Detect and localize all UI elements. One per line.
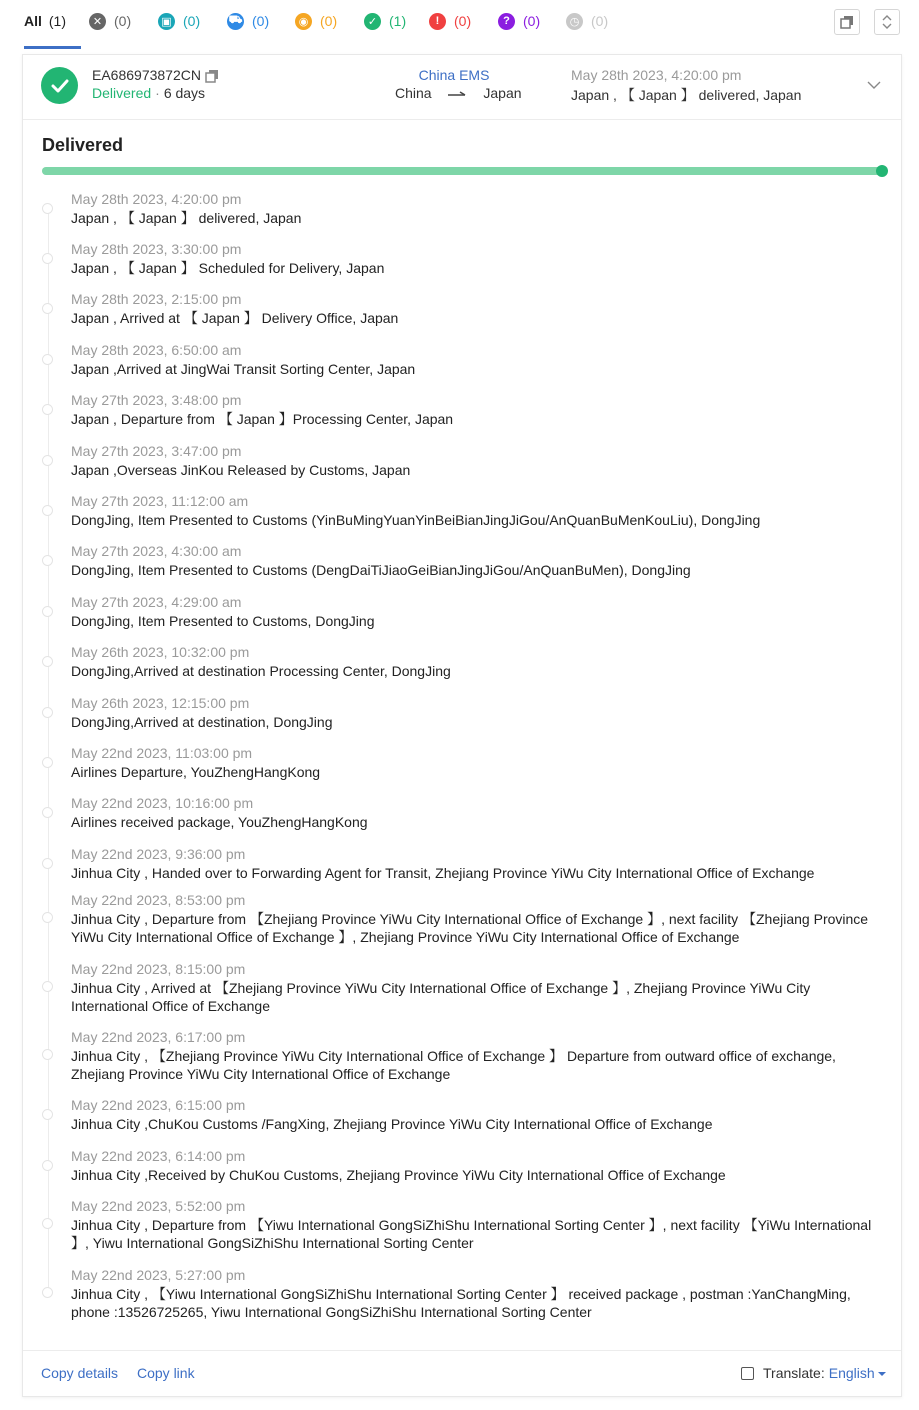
card-footer: [23, 1350, 901, 1397]
last-event-description: Japan , 【 Japan 】 delivered, Japan: [571, 87, 802, 103]
event-time: May 22nd 2023, 9:36:00 pm: [71, 846, 246, 862]
event-time: May 27th 2023, 3:47:00 pm: [71, 443, 242, 459]
event-time: May 27th 2023, 4:30:00 am: [71, 543, 242, 559]
route: [395, 85, 522, 101]
timeline-dot: [42, 807, 53, 818]
event-description: Jinhua City , Departure from 【Yiwu International GongSiZhiShu International Sorting Center 】, next facility 【YiWu International 】, Yiwu International GongSiZhiShu International Sorting Center: [71, 1217, 872, 1251]
event-time: May 22nd 2023, 8:53:00 pm: [71, 892, 246, 908]
timeline-dot: [42, 1109, 53, 1120]
tracking-card: [22, 54, 902, 1397]
event-description: DongJing,Arrived at destination, DongJing: [71, 714, 333, 730]
event-description: Jinhua City , 【Yiwu International GongSiZhiShu International Sorting Center 】 received package , postman :YanChangMing, phone :13526725265, Yiwu International GongSiZhiShu International Sorting Center: [71, 1286, 851, 1320]
event-description: Japan ,Overseas JinKou Released by Customs, Japan: [71, 462, 411, 478]
language-select[interactable]: [829, 1365, 886, 1381]
check-circle-icon: ✓: [364, 13, 381, 30]
event-description: Japan , 【 Japan 】 Scheduled for Delivery, Japan: [71, 260, 385, 276]
alert-icon: !: [429, 13, 446, 30]
translate-label: Translate:: [763, 1365, 825, 1381]
event-time: May 27th 2023, 3:48:00 pm: [71, 392, 242, 408]
transit-days: 6 days: [163, 85, 206, 101]
delivered-status-icon: [41, 67, 78, 104]
event-time: May 26th 2023, 12:15:00 pm: [71, 695, 250, 711]
event-time: May 28th 2023, 4:20:00 pm: [71, 191, 242, 207]
tracking-number: EA686973872CN: [92, 67, 201, 83]
tab-delivered-count: (1): [389, 13, 407, 29]
status-text: Delivered: [92, 85, 152, 101]
clock-icon: ◷: [566, 13, 583, 30]
carrier-link[interactable]: China EMS: [418, 67, 490, 83]
event-description: Jinhua City ,ChuKou Customs /FangXing, Zhejiang Province YiWu City International Office of Exchange: [71, 1116, 713, 1132]
event-description: DongJing,Arrived at destination Processing Center, DongJing: [71, 663, 451, 679]
timeline-dot: [42, 253, 53, 264]
tracking-card-header[interactable]: [23, 55, 901, 120]
status-summary: [92, 85, 205, 101]
tab-exception[interactable]: [89, 10, 131, 32]
copy-link-link[interactable]: Copy link: [137, 1365, 195, 1381]
destination-country: Japan: [483, 85, 522, 101]
box-icon: ▣: [158, 13, 175, 30]
copy-tracking-number-button[interactable]: [205, 69, 219, 88]
timeline-dot: [42, 455, 53, 466]
event-time: May 28th 2023, 3:30:00 pm: [71, 241, 242, 257]
caret-down-icon: [878, 1372, 886, 1376]
event-time: May 27th 2023, 4:29:00 am: [71, 594, 242, 610]
event-time: May 22nd 2023, 6:14:00 pm: [71, 1148, 246, 1164]
event-time: May 22nd 2023, 5:27:00 pm: [71, 1267, 246, 1283]
event-description: Airlines received package, YouZhengHangKong: [71, 814, 368, 830]
question-icon: ?: [498, 13, 515, 30]
tab-alert-count: (0): [454, 13, 472, 29]
timeline-dot: [42, 1049, 53, 1060]
tab-pickup[interactable]: [295, 10, 337, 32]
delivery-progress-fill: [42, 167, 884, 175]
origin-country: China: [395, 85, 432, 101]
event-description: Jinhua City ,Received by ChuKou Customs, Zhejiang Province YiWu City International Office of Exchange: [71, 1167, 726, 1183]
tab-alert[interactable]: [429, 10, 471, 32]
expand-collapse-icon: [881, 14, 893, 30]
copy-all-button[interactable]: [834, 9, 860, 35]
checkmark-icon: [49, 75, 71, 97]
event-description: Jinhua City , Handed over to Forwarding Agent for Transit, Zhejiang Province YiWu City International Office of Exchange: [71, 865, 815, 881]
tab-expired[interactable]: [566, 10, 608, 32]
timeline-dot: [42, 303, 53, 314]
tab-unknown[interactable]: [498, 10, 540, 32]
timeline-dot: [42, 354, 53, 365]
event-time: May 28th 2023, 6:50:00 am: [71, 342, 242, 358]
event-time: May 22nd 2023, 5:52:00 pm: [71, 1198, 246, 1214]
route-arrow-icon: [448, 90, 466, 98]
language-value: English: [828, 1365, 875, 1381]
tab-pickup-count: (0): [320, 13, 338, 29]
progress-end-dot: [876, 165, 888, 177]
timeline-dot: [42, 858, 53, 869]
timeline-dot: [42, 981, 53, 992]
tab-in-transit[interactable]: [227, 10, 269, 32]
tab-unknown-count: (0): [523, 13, 541, 29]
timeline-dot: [42, 707, 53, 718]
timeline-dot: [42, 912, 53, 923]
timeline-dot: [42, 1287, 53, 1298]
timeline-dot: [42, 757, 53, 768]
status-filter-tabs: [0, 0, 919, 50]
copy-icon: [205, 69, 219, 83]
tab-delivered[interactable]: [364, 10, 406, 32]
section-title: Delivered: [42, 135, 124, 155]
tab-all[interactable]: [24, 10, 66, 32]
event-time: May 22nd 2023, 11:03:00 pm: [71, 745, 253, 761]
event-description: Japan , Arrived at 【 Japan 】 Delivery Office, Japan: [71, 310, 399, 326]
event-description: Jinhua City , 【Zhejiang Province YiWu City International Office of Exchange 】 Departure from outward office of exchange, Zhejiang Province YiWu City International Office of Exchange: [71, 1048, 836, 1082]
tab-pending[interactable]: [158, 10, 200, 32]
tab-all-label: All: [24, 13, 42, 29]
timeline-dot: [42, 404, 53, 415]
copy-details-link[interactable]: Copy details: [41, 1365, 119, 1381]
event-description: Airlines Departure, YouZhengHangKong: [71, 764, 321, 780]
expand-collapse-all-button[interactable]: [874, 9, 900, 35]
event-time: May 28th 2023, 2:15:00 pm: [71, 291, 242, 307]
tab-all-count: (1): [48, 13, 67, 29]
timeline-line: [48, 205, 49, 1295]
event-description: Japan ,Arrived at JingWai Transit Sorting Center, Japan: [71, 361, 416, 377]
event-description: Japan , Departure from 【 Japan 】Processing Center, Japan: [71, 411, 454, 427]
timeline-dot: [42, 1160, 53, 1171]
event-time: May 22nd 2023, 6:15:00 pm: [71, 1097, 246, 1113]
active-tab-indicator: [24, 46, 81, 49]
timeline-dot: [42, 656, 53, 667]
event-time: May 22nd 2023, 10:16:00 pm: [71, 795, 254, 811]
event-description: DongJing, Item Presented to Customs, DongJing: [71, 613, 375, 629]
tab-in-transit-count: (0): [252, 13, 270, 29]
truck-icon: ⛟: [227, 13, 244, 30]
collapse-details-button[interactable]: [867, 77, 881, 95]
package-icon: ◉: [295, 13, 312, 30]
timeline-dot: [42, 1218, 53, 1229]
copy-icon: [840, 15, 854, 29]
timeline-dot: [42, 606, 53, 617]
event-time: May 27th 2023, 11:12:00 am: [71, 493, 249, 509]
x-circle-icon: ✕: [89, 13, 106, 30]
timeline-dot: [42, 555, 53, 566]
timeline-dot: [42, 505, 53, 516]
event-description: Japan , 【 Japan 】 delivered, Japan: [71, 210, 302, 226]
translate-control: [741, 1365, 886, 1381]
event-description: Jinhua City , Departure from 【Zhejiang Province YiWu City International Office of Exchange 】, next facility 【Zhejiang Province YiWu City International Office of Exchange 】, Zhejiang Province YiWu City International Office of Exchange: [71, 911, 869, 945]
delivery-progress-bar: [42, 167, 884, 175]
event-time: May 22nd 2023, 6:17:00 pm: [71, 1029, 246, 1045]
event-description: DongJing, Item Presented to Customs (YinBuMingYuanYinBeiBianJingJiGou/AnQuanBuMenKouLiu), DongJing: [71, 512, 761, 528]
translate-checkbox[interactable]: [741, 1367, 754, 1380]
event-description: DongJing, Item Presented to Customs (DengDaiTiJiaoGeiBianJingJiGou/AnQuanBuMen), DongJing: [71, 562, 691, 578]
timeline-dot: [42, 203, 53, 214]
tab-exception-count: (0): [114, 13, 132, 29]
last-event-time: May 28th 2023, 4:20:00 pm: [571, 67, 742, 83]
event-time: May 26th 2023, 10:32:00 pm: [71, 644, 250, 660]
event-time: May 22nd 2023, 8:15:00 pm: [71, 961, 246, 977]
chevron-down-icon: [867, 80, 881, 90]
event-description: Jinhua City , Arrived at 【Zhejiang Province YiWu City International Office of Exchange 】, Zhejiang Province YiWu City International Office of Exchange: [71, 980, 811, 1014]
tab-pending-count: (0): [183, 13, 201, 29]
tab-expired-count: (0): [591, 13, 609, 29]
status-separator: ·: [155, 85, 160, 101]
